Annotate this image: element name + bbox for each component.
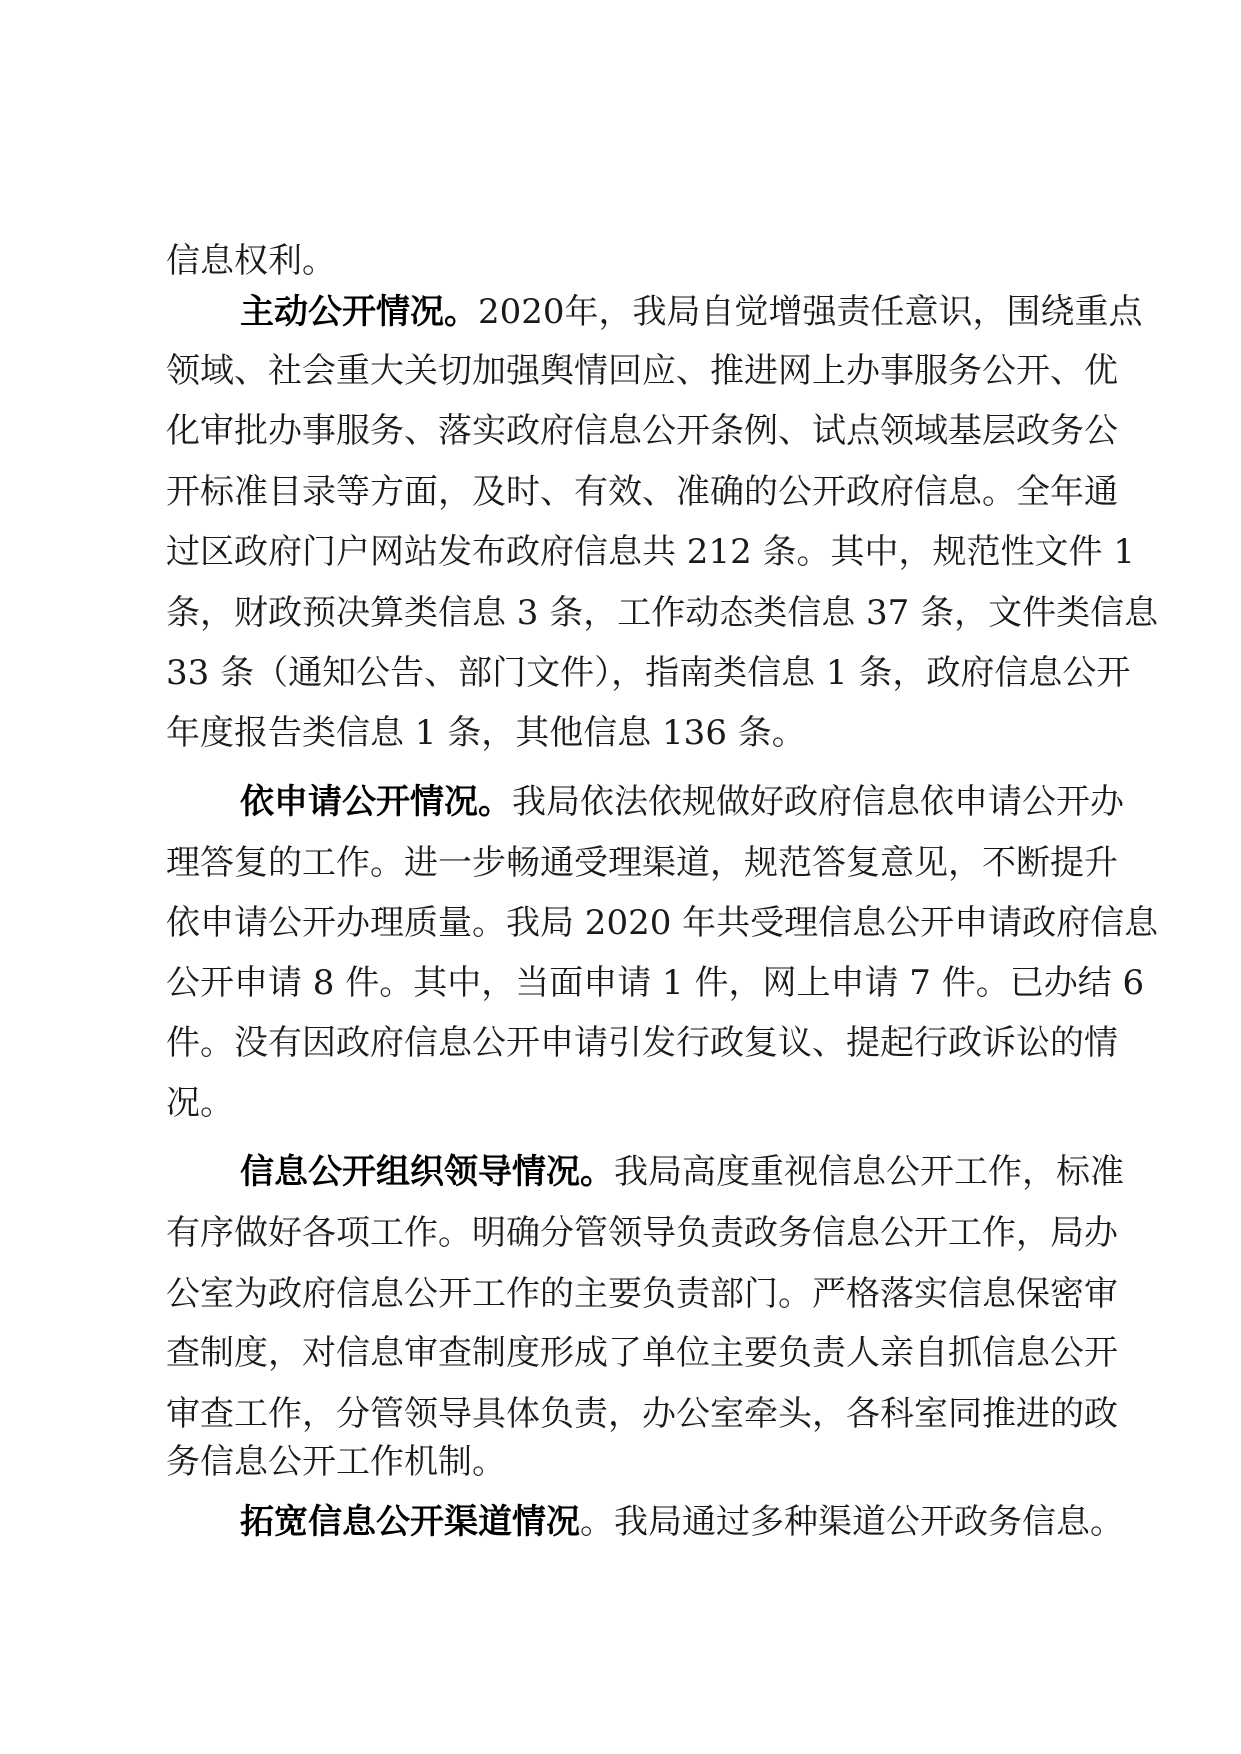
body-text: 年度报告类信息 1 条，其他信息 136 条。 bbox=[166, 713, 806, 753]
paragraph-line bbox=[166, 470, 1118, 514]
paragraph-line bbox=[166, 349, 1118, 393]
body-text: 我局依法依规做好政府信息依申请公开办 bbox=[512, 782, 1124, 822]
body-text: 信息权利。 bbox=[166, 241, 336, 281]
paragraph-line bbox=[166, 409, 1118, 453]
paragraph-line bbox=[166, 961, 1145, 1005]
body-text: 领域、社会重大关切加强舆情回应、推进网上办事服务公开、优 bbox=[166, 351, 1118, 391]
paragraph-line bbox=[240, 290, 1143, 334]
body-text: 化审批办事服务、落实政府信息公开条例、试点领域基层政务公 bbox=[166, 411, 1118, 451]
section-heading: 依申请公开情况。 bbox=[240, 782, 512, 822]
body-text: 依申请公开办理质量。我局 2020 年共受理信息公开申请政府信息 bbox=[166, 903, 1159, 943]
paragraph-line bbox=[166, 1272, 1118, 1316]
body-text: 过区政府门户网站发布政府信息共 212 条。其中，规范性文件 1 bbox=[166, 532, 1135, 572]
paragraph-line bbox=[166, 711, 1091, 755]
paragraph-line bbox=[166, 1331, 1118, 1375]
paragraph-line bbox=[166, 530, 1135, 574]
body-text: 公室为政府信息公开工作的主要负责部门。严格落实信息保密审 bbox=[166, 1274, 1118, 1314]
paragraph-line bbox=[166, 1392, 1118, 1436]
paragraph-line bbox=[166, 1211, 1118, 1255]
section-heading: 拓宽信息公开渠道情况 bbox=[240, 1502, 580, 1542]
body-text: 开标准目录等方面，及时、有效、准确的公开政府信息。全年通 bbox=[166, 472, 1118, 512]
paragraph-line bbox=[166, 651, 1131, 695]
body-text: 有序做好各项工作。明确分管领导负责政务信息公开工作，局办 bbox=[166, 1213, 1118, 1253]
paragraph-line bbox=[166, 1440, 1091, 1484]
body-text: 理答复的工作。进一步畅通受理渠道，规范答复意见，不断提升 bbox=[166, 843, 1118, 883]
body-text: 我局高度重视信息公开工作，标准 bbox=[614, 1152, 1124, 1192]
section-heading: 主动公开情况。 bbox=[240, 292, 478, 332]
body-text: 审查工作，分管领导具体负责，办公室牵头，各科室同推进的政 bbox=[166, 1394, 1118, 1434]
body-text: 务信息公开工作机制。 bbox=[166, 1442, 506, 1482]
body-text: 。我局通过多种渠道公开政务信息。 bbox=[580, 1502, 1124, 1542]
body-text: 件。没有因政府信息公开申请引发行政复议、提起行政诉讼的情 bbox=[166, 1023, 1118, 1063]
body-text: 33 条（通知公告、部门文件），指南类信息 1 条，政府信息公开 bbox=[166, 653, 1131, 693]
paragraph-line bbox=[240, 1500, 1124, 1544]
paragraph-line bbox=[166, 239, 1091, 283]
body-text: 查制度，对信息审查制度形成了单位主要负责人亲自抓信息公开 bbox=[166, 1333, 1118, 1373]
paragraph-line bbox=[166, 591, 1159, 635]
body-text: 公开申请 8 件。其中，当面申请 1 件，网上申请 7 件。已办结 6 bbox=[166, 963, 1145, 1003]
paragraph-line bbox=[240, 780, 1124, 824]
paragraph-line bbox=[166, 901, 1159, 945]
body-text: 况。 bbox=[166, 1083, 234, 1123]
paragraph-line bbox=[166, 1081, 1091, 1125]
paragraph-line bbox=[240, 1150, 1124, 1194]
paragraph-line bbox=[166, 841, 1118, 885]
paragraph-line bbox=[166, 1021, 1118, 1065]
body-text: 2020年，我局自觉增强责任意识，围绕重点 bbox=[478, 292, 1143, 332]
body-text: 条，财政预决算类信息 3 条，工作动态类信息 37 条，文件类信息 bbox=[166, 593, 1159, 633]
section-heading: 信息公开组织领导情况。 bbox=[240, 1152, 614, 1192]
